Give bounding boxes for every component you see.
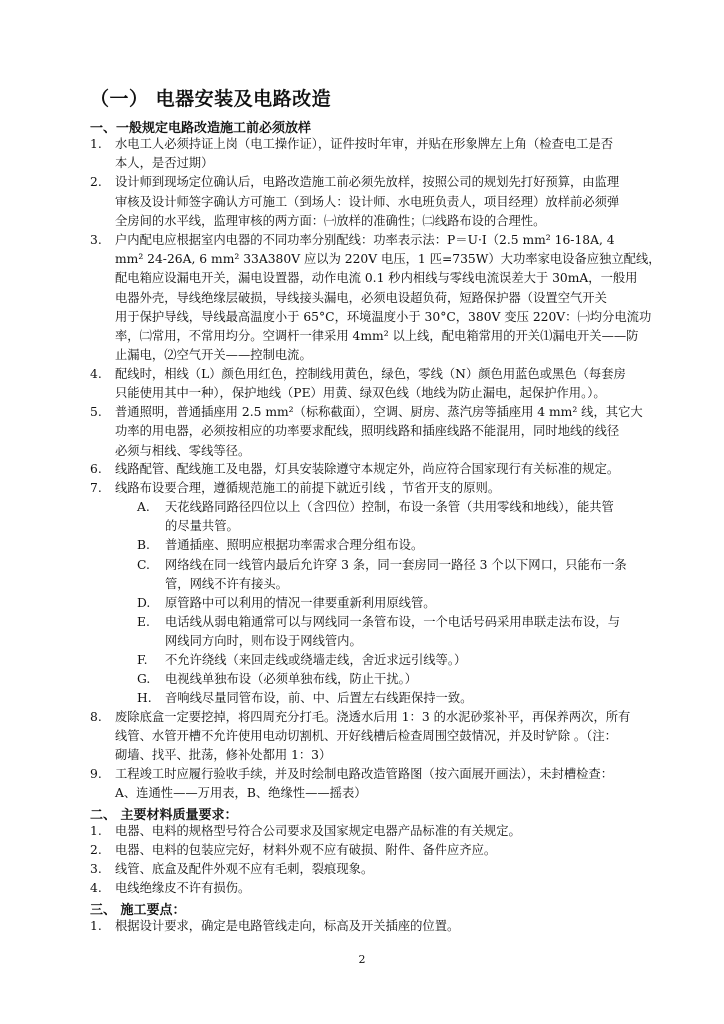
item-9-line: A、连通性——万用表，B、绝缘性——摇表）: [115, 786, 367, 800]
s2-item-4-number: 4.: [90, 881, 102, 895]
item-8-line: 线管、水管开槽不允许使用电动切割机、开好线槽后检查周围空鼓情况，并及时铲除 。（注：: [115, 729, 617, 743]
item-2-line: 全房间的水平线，监理审核的两方面：㈠放样的准确性；㈡线路布设的合理性。: [115, 214, 546, 228]
subitem-e-line: 网线同方向时，则布设于网线管内。: [165, 634, 362, 648]
item-6-number: 6.: [90, 462, 102, 476]
subitem-f-label: F.: [137, 653, 148, 667]
item-3-line: mm² 24-26A, 6 mm² 33A380V 应以为 220V 电压，1 匹=735W）大功率家电设备应独立配线，: [115, 252, 661, 266]
page-number: 2: [358, 953, 366, 966]
item-4-line: 只能使用其中一种），保护地线（PE）用黄、绿双色线（地线为防止漏电，起保护作用。）。: [115, 386, 606, 400]
s2-item-4-line: 电线绝缘皮不许有损伤。: [115, 881, 251, 895]
item-2-line: 设计师到现场定位确认后，电路改造施工前必须先放样，按照公司的规划先打好预算，由监理: [115, 175, 620, 189]
item-5-line: 功率的用电器，必须按相应的功率要求配线，照明线路和插座线路不能混用，同时地线的线径: [115, 424, 620, 438]
section-3-title: 三、 施工要点：: [90, 903, 186, 918]
subitem-g-label: G.: [137, 672, 151, 686]
item-8-line: 砌墙、找平、批荡，修补处都用 1：3）: [115, 748, 332, 762]
item-2-line: 审核及设计师签字确认方可施工（到场人：设计师、水电班负责人，项目经理）放样前必须弹: [115, 195, 620, 209]
subitem-d-label: D.: [137, 596, 151, 610]
s2-item-1-number: 1.: [90, 824, 102, 838]
item-8-line: 废除底盒一定要挖掉，将四周充分打毛。浇透水后用 1：3 的水泥砂浆补平，再保养两次，所有: [115, 710, 631, 724]
s2-item-2-line: 电器、电料的包装应完好，材料外观不应有破损、附件、备件应齐应。: [115, 843, 497, 857]
item-5-line: 普通照明，普通插座用 2.5 mm²（标称截面），空调、厨房、蒸汽房等插座用 4 mm² 线，其它大: [115, 405, 643, 419]
item-4-line: 配线时，相线（L）颜色用红色，控制线用黄色，绿色，零线（N）颜色用蓝色或黑色（每套房: [115, 367, 626, 381]
item-7-line: 线路布设要合理，遵循规范施工的前提下就近引线 ，节省开支的原则。: [115, 481, 501, 495]
item-3-number: 3.: [90, 233, 102, 247]
item-5-number: 5.: [90, 405, 102, 419]
page-title: （一） 电器安装及电路改造: [90, 88, 332, 110]
subitem-e-label: E.: [137, 615, 150, 629]
subitem-c-line: 管，网线不许有接头。: [165, 577, 288, 591]
item-3-line: 配电箱应设漏电开关，漏电设置器，动作电流 0.1 秒内相线与零线电流误差大于 30mA，一般用: [115, 271, 638, 285]
s2-item-3-number: 3.: [90, 862, 102, 876]
s2-item-2-number: 2.: [90, 843, 102, 857]
subitem-c-label: C.: [137, 558, 150, 572]
item-9-number: 9.: [90, 767, 102, 781]
s3-item-1-line: 根据设计要求，确定是电路管线走向，标高及开关插座的位置。: [115, 919, 460, 933]
item-1-line: 水电工人必须持证上岗（电工操作证），证件按时年审，并贴在形象牌左上角（检查电工是否: [115, 137, 614, 151]
s3-item-1-number: 1.: [90, 919, 102, 933]
subitem-h-line: 音响线尽量同管布设，前、中、后置左右线距保持一致。: [165, 691, 473, 705]
item-3-line: 用于保护导线，导线最高温度小于 65°C，环境温度小于 30°C，380V 变压 220V：㈠均分电流功: [115, 310, 652, 324]
subitem-h-label: H.: [137, 691, 152, 705]
subitem-d-line: 原管路中可以利用的情况一律要重新利用原线管。: [165, 596, 436, 610]
item-3-line: 率，㈡常用，不常用均分。空调杆一律采用 4mm² 以上线，配电箱常用的开关⑴漏电开关——防: [115, 329, 639, 343]
item-2-number: 2.: [90, 175, 102, 189]
section-2-title: 二、 主要材料质量要求：: [90, 808, 238, 823]
item-1-number: 1.: [90, 137, 102, 151]
item-9-line: 工程竣工时应履行验收手续，并及时绘制电路改造管路图（按六面展开画法），未封槽检查：: [115, 767, 614, 781]
item-7-number: 7.: [90, 481, 102, 495]
item-3-line: 户内配电应根据室内电器的不同功率分别配线：功率表示法：P＝U·I（2.5 mm² 16-18A, 4: [115, 233, 615, 247]
subitem-a-label: A.: [137, 500, 150, 514]
item-5-line: 必须与相线、零线等径。: [115, 444, 251, 458]
item-3-line: 止漏电，⑵空气开关——控制电流。: [115, 348, 312, 362]
subitem-g-line: 电视线单独布设（必须单独布线，防止干扰。）: [165, 672, 418, 686]
s2-item-1-line: 电器、电料的规格型号符合公司要求及国家规定电器产品标准的有关规定。: [115, 824, 521, 838]
subitem-b-label: B.: [137, 538, 150, 552]
subitem-f-line: 不允许绕线（来回走线或绕墙走线，舍近求远引线等。）: [165, 653, 467, 667]
subitem-e-line: 电话线从弱电箱通常可以与网线同一条管布设，一个电话号码采用串联走法布设，与: [165, 615, 620, 629]
item-8-number: 8.: [90, 710, 102, 724]
item-1-line: 本人，是否过期）: [115, 156, 214, 170]
subitem-a-line: 的尽量共管。: [165, 519, 239, 533]
section-1-title: 一、一般规定电路改造施工前必须放样: [90, 121, 312, 136]
item-3-line: 电器外壳，导线绝缘层破损，导线接头漏电，必须电设超负荷，短路保护器（设置空气开关: [115, 291, 607, 305]
item-4-number: 4.: [90, 367, 102, 381]
subitem-a-line: 天花线路同路径四位以上（含四位）控制，布设一条管（共用零线和地线），能共管: [165, 500, 614, 514]
s2-item-3-line: 线管、底盒及配件外观不应有毛刺，裂痕现象。: [115, 862, 374, 876]
item-6-line: 线路配管、配线施工及电器，灯具安装除遵守本规定外，尚应符合国家现行有关标准的规定。: [115, 462, 620, 476]
subitem-c-line: 网络线在同一线管内最后允许穿 3 条，同一套房同一路径 3 个以下网口，只能布一条: [165, 558, 627, 572]
subitem-b-line: 普通插座、照明应根据功率需求合理分组布设。: [165, 538, 424, 552]
